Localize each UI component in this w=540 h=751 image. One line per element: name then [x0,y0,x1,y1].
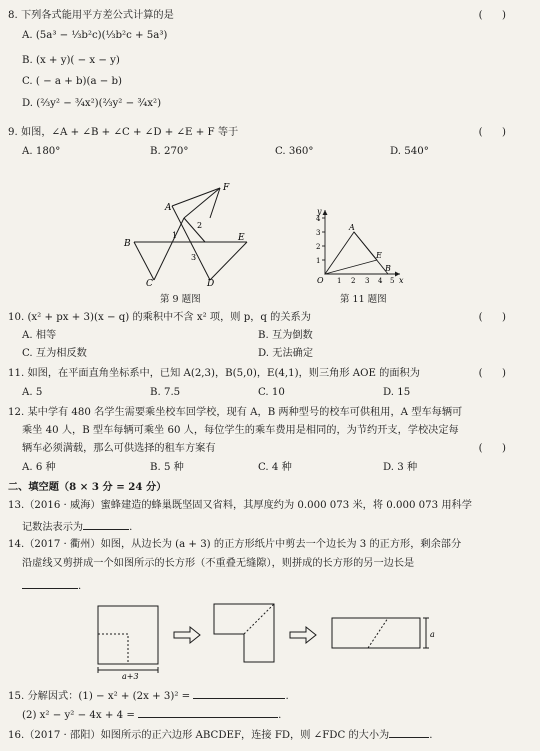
fig9-label-a: A [165,203,172,213]
figure-11 [312,204,407,284]
q10-option-c: C. 互为相反数 [22,348,87,359]
q9-option-d: D. 540° [390,146,429,157]
q10-stem: 10. (x² + px + 3)(x − q) 的乘积中不含 x² 项，则 p，q 的关系为 [8,312,311,323]
q13-line2: 记数法表示为 . [22,519,132,535]
q12-line2: 乘坐 40 人，B 型车每辆可乘坐 60 人，每位学生的乘车费用是相同的，为节约开支，学校决定每 [22,425,459,436]
q9-option-a: A. 180° [22,146,61,157]
q12-option-b: B. 5 种 [150,462,184,473]
fig11-xtick: 3 [365,277,370,284]
q10-answer-paren: ( ) [478,312,506,323]
q12-option-c: C. 4 种 [258,462,292,473]
fig11-x-axis-label: x [399,276,404,284]
q16-answer-blank[interactable] [389,727,429,738]
fig9-label-d: D [207,279,215,287]
fig14-height-label: a [430,630,435,639]
q10-option-d: D. 无法确定 [258,348,314,359]
q14-line1: 14.（2017 · 衢州）如图，从边长为 (a + 3) 的正方形纸片中剪去一个边长为 3 的正方形，剩余部分 [8,539,462,550]
q8-option-b: B. (x + y)( − x − y) [22,55,120,66]
q14-line2: 沿虚线又剪拼成一个如图所示的长方形（不重叠无缝隙），则拼成的长方形的另一边长是 [22,558,415,569]
q9-option-c: C. 360° [275,146,314,157]
fig9-label-e: E [238,233,245,243]
q15-line1: 15. 分解因式：(1) − x² + (2x + 3)² = . [8,688,289,704]
q15-answer-blank-1[interactable] [193,688,285,699]
fig11-xtick: 2 [351,277,356,284]
fig14-side-label: a+3 [122,672,139,680]
fig11-ytick: 3 [316,229,321,237]
fig9-angle-2: 2 [197,221,203,230]
q16-line1: 16.（2017 · 邵阳）如图所示的正六边形 ABCDEF，连接 FD，则 ∠FDC 的大小为 . [8,727,432,743]
fig9-caption: 第 9 题图 [160,294,201,305]
q8-stem: 8. 下列各式能用平方差公式计算的是 [8,10,174,21]
fig11-y-axis-label: y [317,207,322,216]
q9-stem: 9. 如图，∠A + ∠B + ∠C + ∠D + ∠E + F 等于 [8,127,239,138]
q10-option-a: A. 相等 [22,330,57,341]
q12-line1: 12. 某中学有 480 名学生需要乘坐校车回学校，现有 A，B 两种型号的校车可供租用，A 型车每辆可 [8,407,463,418]
q11-option-a: A. 5 [22,387,43,398]
q8-option-c: C. ( − a + b)(a − b) [22,76,123,87]
q14-answer-blank[interactable] [22,578,78,589]
fig11-origin-label: O [317,276,324,284]
fig9-angle-3: 3 [191,253,197,262]
fig9-label-f: F [223,183,230,193]
fig11-xtick: 5 [390,277,395,284]
q15-answer-blank-2[interactable] [138,707,278,718]
figure-14 [88,596,488,680]
q8-option-d: D. (⅔y² − ¾x²)(⅔y² − ¾x²) [22,98,162,109]
fig11-xtick: 4 [378,277,383,284]
q13-line1: 13.（2016 · 威海）蜜蜂建造的蜂巢既坚固又省料，其厚度约为 0.000 073 米，将 0.000 073 用科学 [8,500,472,511]
fig11-ytick: 4 [316,215,321,223]
q11-option-b: B. 7.5 [150,387,181,398]
q11-stem: 11. 如图，在平面直角坐标系中，已知 A(2,3)，B(5,0)，E(4,1)，则三角形 AOE 的面积为 [8,368,420,379]
fig11-label-b: B [385,264,391,273]
figure-9 [110,162,250,287]
fig9-angle-1: 1 [172,231,178,240]
q13-answer-blank[interactable] [83,519,129,530]
q12-answer-paren: ( ) [478,443,506,454]
q11-answer-paren: ( ) [478,368,506,379]
q14-line3: . [22,578,81,594]
fig11-label-a: A [349,223,355,232]
q8-option-a: A. (5a³ − ⅓b²c)(⅓b²c + 5a³) [22,30,168,41]
fig9-label-b: B [124,239,131,249]
q9-answer-paren: ( ) [478,127,506,138]
section-fill-in-heading: 二、填空题（8 × 3 分 = 24 分） [8,481,167,493]
q10-option-b: B. 互为倒数 [258,330,313,341]
q12-option-d: D. 3 种 [383,462,418,473]
q12-option-a: A. 6 种 [22,462,56,473]
fig11-xtick: 1 [337,277,342,284]
q8-answer-paren: ( ) [478,10,506,21]
fig9-label-c: C [146,279,153,287]
q12-line3: 辆车必须满载，那么可供选择的租车方案有 [22,443,216,454]
q11-option-c: C. 10 [258,387,285,398]
fig11-label-e: E [376,251,382,260]
q9-option-b: B. 270° [150,146,189,157]
fig11-ytick: 2 [316,243,321,251]
q11-option-d: D. 15 [383,387,411,398]
fig11-ytick: 1 [316,257,321,265]
q15-line2: (2) x² − y² − 4x + 4 = . [22,707,281,723]
fig11-caption: 第 11 题图 [340,294,387,305]
